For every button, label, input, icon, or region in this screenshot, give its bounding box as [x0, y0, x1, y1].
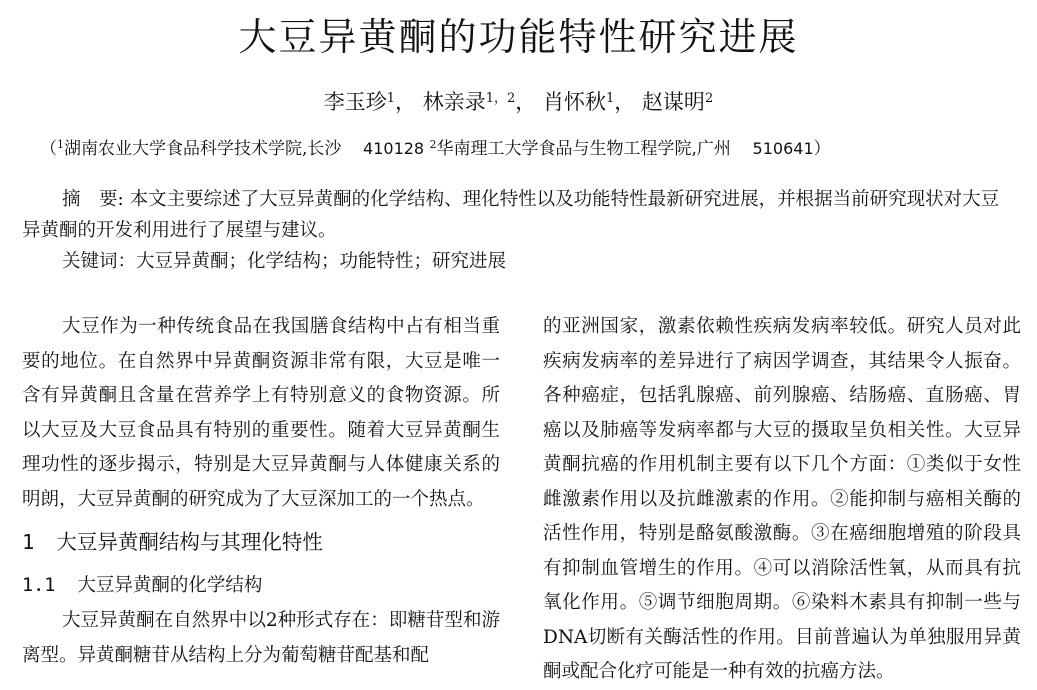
- author-name: 肖怀秋: [542, 90, 606, 114]
- affiliations: [40, 132, 1000, 162]
- subsection-title: 大豆异黄酮的化学结构: [77, 575, 263, 596]
- affiliation-mark: 2: [429, 138, 437, 151]
- author-name: 李玉珍: [323, 90, 387, 114]
- body-column-left: [22, 310, 500, 673]
- affiliation-mark: 1: [57, 138, 64, 151]
- author-separator: ，: [395, 90, 417, 114]
- body-paragraph: 大豆异黄酮在自然界中以2种形式存在：即糖苷型和游离型。异黄酮糖苷从结构上分为葡萄糖苷配基和配: [22, 610, 500, 666]
- body-paragraph: 的亚洲国家，激素依赖性疾病发病率较低。研究人员对此疾病发病率的差异进行了病因学调查，其结果令人振奋。各种癌症，包括乳腺癌、前列腺癌、结肠癌、直肠癌、胃癌以及肺癌等发病率都与大豆的摄取呈负相关性。大豆异黄酮抗癌的作用机制主要有以下几个方面：①类似于女性雌激素作用以及抗雌激素的作用。②能抑制与癌相关酶的活性作用，特别是酪氨酸激酶。③在癌细胞增殖的阶段具有抑制血管增生的作用。④可以消除活性氧，从而具有抗氧化作用。⑤调节细胞周期。⑥染料木素具有抑制一些与DNA切断有关酶活性的作用。目前普遍认为单独服用异黄酮或配合化疗可能是一种有效的抗癌方法。: [543, 316, 1021, 682]
- keywords: 关键词：大豆异黄酮；化学结构；功能特性；研究进展: [62, 251, 507, 272]
- body-column-right: [543, 310, 1021, 690]
- author-name: 林亲录: [422, 90, 486, 114]
- author-list: [0, 84, 1037, 117]
- section-heading: [22, 522, 500, 562]
- author-name: 赵谋明: [641, 90, 705, 114]
- section-number: 1: [22, 530, 35, 554]
- author-separator: ，: [515, 90, 537, 114]
- author-affiliation-mark: 2: [704, 91, 714, 106]
- author-separator: ，: [614, 90, 636, 114]
- intro-paragraph: 大豆作为一种传统食品在我国膳食结构中占有相当重要的地位。在自然界中异黄酮资源非常有限，大豆是唯一含有异黄酮且含量在营养学上有特别意义的食物资源。所以大豆及大豆食品具有特别的重要性。随着大豆异黄酮生理功性的逐步揭示，特别是大豆异黄酮与人体健康关系的明朗，大豆异黄酮的研究成为了大豆深加工的一个热点。: [22, 316, 500, 510]
- author-affiliation-mark: 1: [605, 91, 615, 106]
- author-affiliation-mark: 1: [386, 91, 396, 106]
- subsection-heading: [22, 568, 500, 604]
- affiliation-close-paren: ）: [813, 139, 831, 159]
- affiliation-1: 湖南农业大学食品科学技术学院,长沙: [64, 139, 342, 159]
- postal-code-2: 510641: [752, 139, 814, 158]
- section-title: 大豆异黄酮结构与其理化特性: [56, 530, 323, 554]
- author-affiliation-mark: 1，2: [485, 91, 516, 106]
- postal-code-1: 410128: [363, 139, 425, 158]
- abstract-block: [22, 184, 1016, 277]
- abstract-text: 摘 要: 本文主要综述了大豆异黄酮的化学结构、理化特性以及功能特性最新研究进展，并根据当前研究现状对大豆异黄酮的开发利用进行了展望与建议。: [22, 189, 1000, 241]
- affiliation-open-paren: （: [40, 139, 57, 159]
- subsection-number: 1.1: [22, 575, 56, 596]
- affiliation-2: 华南理工大学食品与生物工程学院,广州: [436, 139, 731, 159]
- paper-title: 大豆异黄酮的功能特性研究进展: [238, 15, 799, 59]
